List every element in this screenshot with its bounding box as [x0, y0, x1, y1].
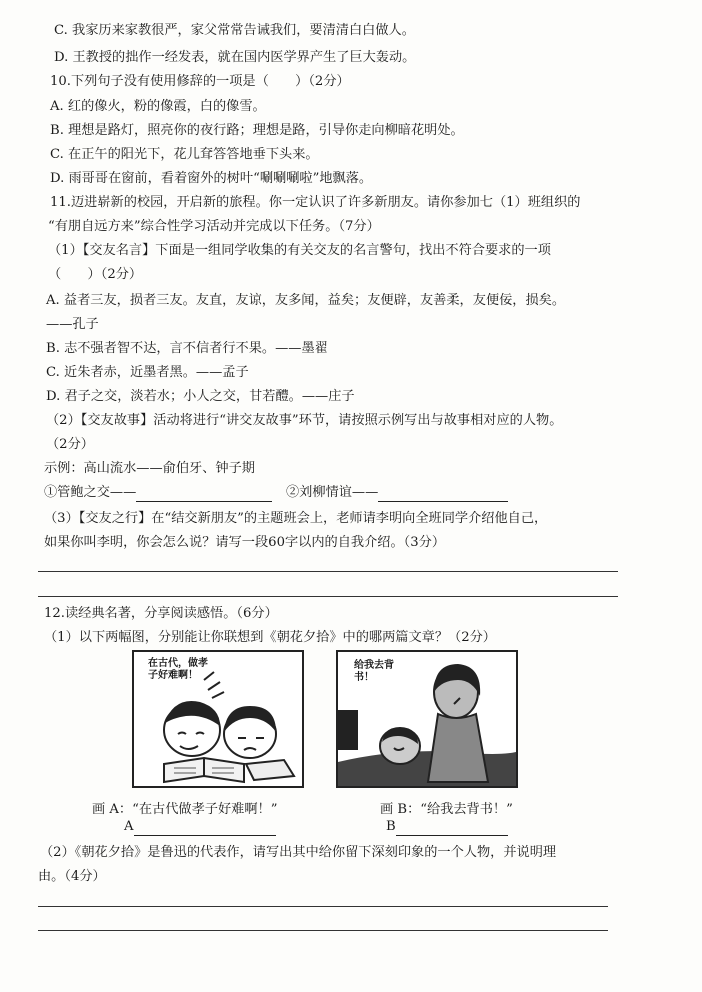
answer-line-q11-2[interactable] — [38, 596, 618, 597]
q11-part3-stem: （3）【交友之行】在“结交新朋友”的主题班会上，老师请李明向全班同学介绍他自己， — [44, 511, 548, 526]
q10-option-d: D. 雨哥哥在窗前，看着窗外的树叶“唰唰唰啦”地飘落。 — [50, 171, 373, 186]
q9-option-d: D. 王教授的拙作一经发表，就在国内医学界产生了巨大轰动。 — [54, 50, 416, 65]
q11-part3-stem-line2: 如果你叫李明，你会怎么说？请写一段60字以内的自我介绍。（3分） — [44, 535, 446, 550]
q11-part1-bracket: （ ）（2分） — [48, 267, 143, 282]
q10-option-b: B. 理想是路灯，照亮你的夜行路；理想是路，引导你走向柳暗花明处。 — [50, 123, 464, 138]
q10-stem: 10.下列句子没有使用修辞的一项是（ ）（2分） — [50, 74, 350, 89]
picture-a-speech: 在古代，做孝子好难啊！ — [148, 658, 208, 681]
fill-liuliu-label: ②刘柳情谊—— — [286, 485, 379, 500]
q11-option-a-author: ——孔子 — [46, 317, 99, 332]
picture-b-caption: 画 B：“给我去背书！” — [380, 802, 513, 817]
q12-part2-stem-line2: 由。（4分） — [38, 869, 106, 884]
q11-option-b: B. 志不强者智不达，言不信者行不果。——墨翟 — [46, 341, 328, 356]
answer-a-label: A — [124, 819, 134, 834]
q9-option-c: C. 我家历来家教很严，家父常常告诫我们，要清清白白做人。 — [54, 23, 415, 38]
answer-a-blank[interactable] — [134, 821, 276, 836]
answer-line-q11-1[interactable] — [38, 571, 618, 572]
q11-option-d: D. 君子之交，淡若水；小人之交，甘若醴。——庄子 — [46, 389, 355, 404]
answer-a — [124, 818, 276, 836]
picture-a-caption: 画 A：“在古代做孝子好难啊！” — [92, 802, 278, 817]
q11-option-c: C. 近朱者赤，近墨者黑。——孟子 — [46, 365, 249, 380]
q11-stem-line1: 11.迈进崭新的校园，开启新的旅程。你一定认识了许多新朋友。请你参加七（1）班组织的 — [50, 195, 581, 210]
fill-guanbao — [44, 484, 272, 502]
q11-part2-stem: （2）【交友故事】活动将进行“讲交友故事”环节，请按照示例写出与故事相对应的人物。 — [46, 413, 563, 428]
q12-part2-stem: （2）《朝花夕拾》是鲁迅的代表作，请写出其中给你留下深刻印象的一个人物，并说明理 — [40, 845, 557, 860]
q11-example: 示例：高山流水——俞伯牙、钟子期 — [44, 461, 255, 476]
q12-part1-stem: （1）以下两幅图，分别能让你联想到《朝花夕拾》中的哪两篇文章？（2分） — [44, 630, 496, 645]
answer-b-blank[interactable] — [396, 821, 508, 836]
q10-option-c: C. 在正午的阳光下，花儿耷答答地垂下头来。 — [50, 147, 319, 162]
picture-b-speech: 给我去背书！ — [354, 660, 394, 683]
q12-stem: 12.读经典名著，分享阅读感悟。（6分） — [44, 606, 278, 621]
q10-option-a: A. 红的像火，粉的像霞，白的像雪。 — [50, 99, 266, 114]
answer-line-q12-2[interactable] — [38, 930, 608, 931]
q11-part1-stem: （1）【交友名言】下面是一组同学收集的有关交友的名言警句，找出不符合要求的一项 — [48, 243, 551, 258]
q11-option-a: A. 益者三友，损者三友。友直，友谅，友多闻，益矣；友便辟，友善柔，友便佞，损矣。 — [46, 293, 566, 308]
answer-b — [386, 818, 508, 836]
fill-liuliu-blank[interactable] — [378, 487, 508, 502]
fill-liuliu — [286, 484, 508, 502]
fill-guanbao-blank[interactable] — [136, 487, 272, 502]
answer-line-q12-1[interactable] — [38, 906, 608, 907]
q11-part2-score: （2分） — [46, 437, 94, 452]
q11-stem-line2: “有朋自远方来”综合性学习活动并完成以下任务。（7分） — [48, 219, 380, 234]
answer-b-label: B — [386, 819, 396, 834]
picture-b — [336, 650, 518, 788]
picture-a — [132, 650, 304, 788]
fill-guanbao-label: ①管鲍之交—— — [44, 485, 137, 500]
